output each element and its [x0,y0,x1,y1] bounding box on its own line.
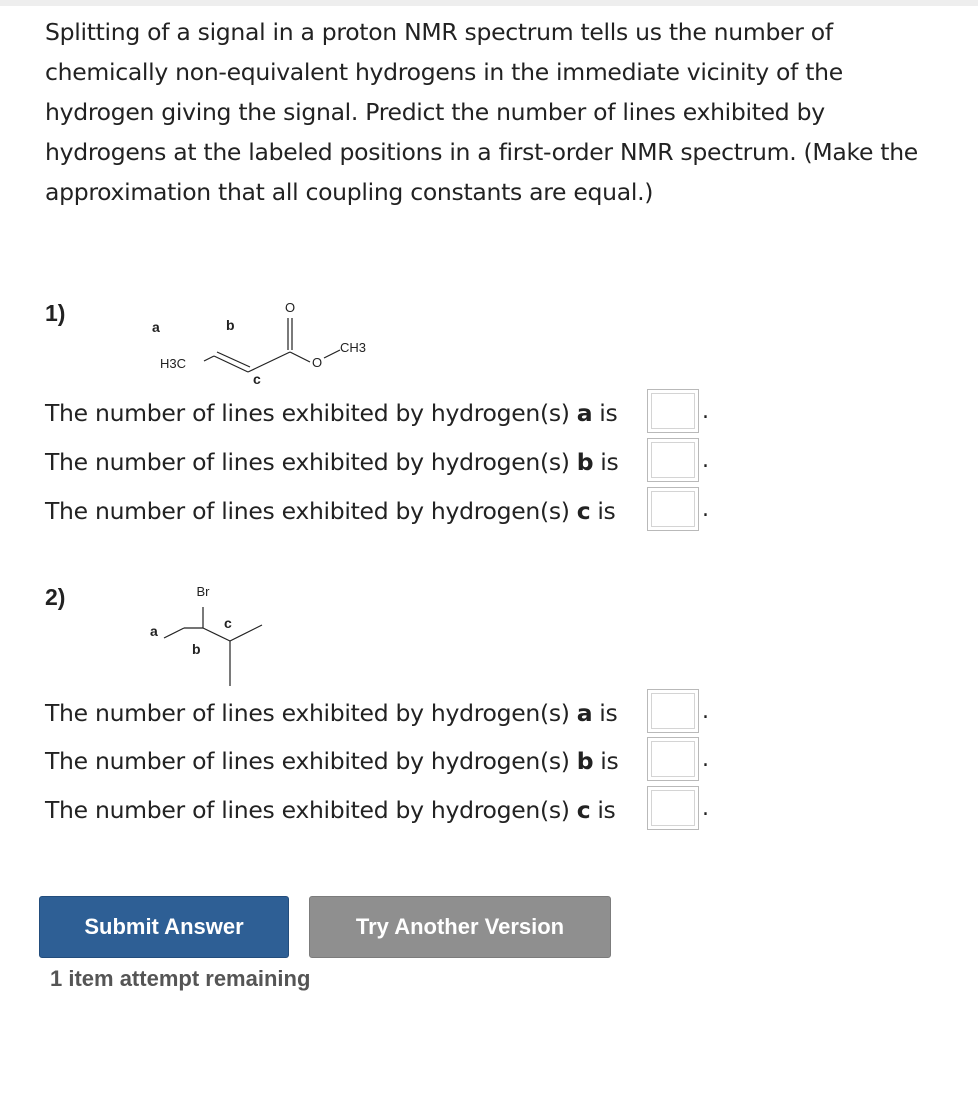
molecule-2-bromine: Br [196,584,210,599]
q2-answer-b-input[interactable] [647,737,699,781]
q1-row-b-label: b [576,448,594,476]
question-intro: Splitting of a signal in a proton NMR spectrum tells us the number of chemically non-equivalent hydrogens in the immediate vicinity of the hydrogen giving the signal. Predict the number of lines exhibited by hydrogens at the labeled positions in a first-order NMR spectrum. (Make the approximation that all coupling constants are equal.) [45,18,918,206]
q1-answer-c-input[interactable] [647,487,699,531]
q2-row-c-label: c [576,796,591,824]
submit-answer-button[interactable]: Submit Answer [39,896,289,958]
molecule-2-label-c: c [224,615,232,631]
q2-row-c-suffix: is [597,796,616,824]
q1-row-b-suffix: is [600,448,619,476]
q2-row-a-label: a [576,699,593,727]
q2-answer-c-input[interactable] [647,786,699,830]
q2-row-b-suffix: is [600,747,619,775]
q1-row-b [45,438,618,486]
molecule-1-label-b: b [226,317,235,333]
q2-row-b-label: b [576,747,594,775]
q2-answer-a-input[interactable] [647,689,699,733]
q1-row-a-period: . [702,399,709,424]
molecule-1-label-c: c [253,371,261,387]
molecule-1-structure [140,292,420,393]
molecule-1-oxygen-single: O [311,355,323,370]
q1-row-b-prefix: The number of lines exhibited by hydrogen(s) [45,448,570,476]
q1-row-c-period: . [702,497,709,522]
q1-row-c [45,487,616,535]
q1-row-c-label: c [576,497,591,525]
top-strip [0,0,978,6]
molecule-2-structure [140,574,280,699]
molecule-1-right-group: CH3 [340,340,367,355]
q1-row-a-prefix: The number of lines exhibited by hydrogen(s) [45,399,570,427]
molecule-1-oxygen-double: O [284,300,296,315]
q1-row-c-suffix: is [597,497,616,525]
q1-row-c-prefix: The number of lines exhibited by hydrogen(s) [45,497,570,525]
molecule-1-left-group: H3C [160,356,187,371]
molecule-2-label-a: a [150,623,158,639]
molecule-2-label-b: b [192,641,201,657]
q1-row-a-suffix: is [599,399,618,427]
q2-row-a-prefix: The number of lines exhibited by hydrogen(s) [45,699,570,727]
q1-answer-b-input[interactable] [647,438,699,482]
q2-row-b-period: . [702,747,709,772]
q1-row-a-label: a [576,399,593,427]
question-2-number: 2) [45,584,66,610]
question-1-number: 1) [45,300,66,326]
q1-row-b-period: . [702,448,709,473]
q2-row-c [45,786,616,834]
q2-row-a-period: . [702,699,709,724]
q2-row-b [45,737,618,785]
q2-row-a [45,689,617,737]
molecule-1-label-a: a [152,319,160,335]
q2-row-b-prefix: The number of lines exhibited by hydrogen(s) [45,747,570,775]
attempts-remaining-text: 1 item attempt remaining [50,966,311,991]
q2-row-c-prefix: The number of lines exhibited by hydrogen(s) [45,796,570,824]
q2-row-a-suffix: is [599,699,618,727]
q1-answer-a-input[interactable] [647,389,699,433]
try-another-version-button[interactable]: Try Another Version [309,896,611,958]
q2-row-c-period: . [702,796,709,821]
q1-row-a [45,389,617,437]
